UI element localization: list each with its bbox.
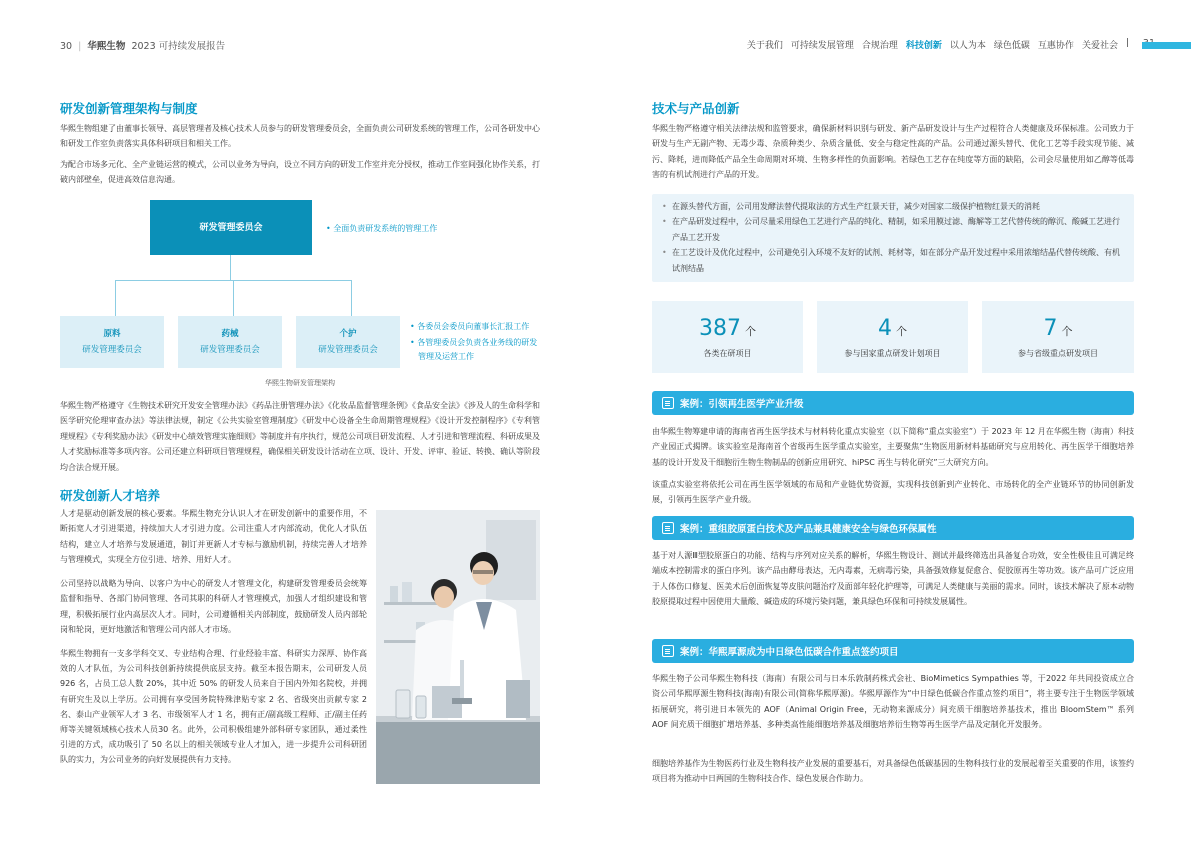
stat-national-projects: 4 个 参与国家重点研发计划项目 — [817, 301, 968, 373]
case-banner-china-japan: 案例：华熙厚源成为中日绿色低碳合作重点签约项目 — [652, 639, 1134, 663]
brand-name: 华熙生物 — [87, 41, 126, 52]
case-banner-collagen: 案例：重组胶原蛋白技术及产品兼具健康安全与绿色环保属性 — [652, 516, 1134, 540]
org-top-box — [150, 200, 312, 255]
nav-society[interactable]: 关爱社会 — [1081, 41, 1118, 51]
section-title-tech-product: 技术与产品创新 — [652, 101, 740, 116]
nav-compliance[interactable]: 合规治理 — [861, 41, 898, 51]
org-sub-note-2: • 各管理委员会负责各业务线的研发管理及运营工作 — [410, 338, 538, 361]
lab-researchers-photo — [376, 510, 540, 784]
green-practices-callout — [652, 194, 1134, 282]
green-practice-item: • 在源头替代方面，公司用发酵法替代提取法的方式生产红景天苷，减少对国家二级保护植物红景天的消耗 — [662, 199, 1120, 214]
org-top-note: • 全面负责研发系统的管理工作 — [326, 224, 438, 233]
nav-green[interactable]: 绿色低碳 — [993, 41, 1030, 51]
rd-regulations-paragraph: 华熙生物严格遵守《生物技术研究开发安全管理办法》《药品注册管理办法》《化妆品监督管理条例》《食品安全法》《涉及人的生命科学和医学研究伦理审查办法》等法律法规，制定《公共实验室管理制度》《研发中心设备全生命周期管理规程》《设计开发控制程序》《专利管理规程》《专利奖励办法》《研发中心绩效管理实施细则》等制度并有序执行，规范公司项目研发流程、人才引进和管理流程、科研成果及人才奖励标准等多项内容。公司还建立科研项目管理规程，确保相关研发设计活动在立项、设计、开发、评审、验证、转换、确认等阶段均合法合规开展。 — [60, 401, 540, 472]
page-tab-bar — [1142, 42, 1191, 49]
nav-innovation[interactable]: 科技创新 — [905, 41, 942, 51]
org-box-raw-materials: 原料 研发管理委员会 — [60, 316, 164, 368]
talent-paragraph-1: 人才是驱动创新发展的核心要素。华熙生物充分认识人才在研发创新中的重要作用，不断拓宽人才引进渠道，持续加大人才引进力度。公司注重人才内部流动，优化人才队伍结构，建立人才培养与发展通道，制订并更新人才专标与激励机制，持续完善人才培养与管理模式，实现全方位引进、培养、用好人才。 — [60, 509, 367, 565]
section-title-talent: 研发创新人才培养 — [60, 488, 161, 503]
case1-paragraph-2: 该重点实验室将依托公司在再生医学领域的布局和产业链优势资源，实现科技创新到产业转化、市场转化的全产业链环节的协同创新发展，引领再生医学产业升级。 — [652, 480, 1134, 505]
stat-label: 各类在研项目 — [703, 348, 752, 358]
talent-paragraph-3: 华熙生物拥有一支多学科交叉、专业结构合理、行业经验丰富、科研实力深厚、协作高效的人才队伍，为公司科技创新持续提供底层支持。截至本报告期末，公司研发人员 926 名，占员工总人数 20%，其中近 50% 的研发人员来自于国内外知名院校，并拥有研究生及以上学历。公司拥有享受国务院特殊津贴专家 2 名、省级突出贡献专家 2 名、泰山产业领军人才 3 名、市级领军人才 1 名，拥有正/副高级工程师、正/副主任药师等关键领域核心技术人员30 名。此外，公司积极组建外部科研专家团队，通过柔性引进的方式，成功吸引了 50 名以上的相关领域专业人才加入，进一步提升公司科研团队的实力，为公司业务的向好发展提供有力支持。 — [60, 649, 367, 765]
stat-value: 387 — [699, 315, 741, 341]
case1-paragraph-1: 由华熙生物筹建申请的海南省再生医学技术与材料转化重点实验室（以下简称“重点实验室”）于 2023 年 12 月在华熙生物（海南）科技产业园正式揭牌。该实验室是海南首个省级再生医学重点实验室，主要聚焦“生物医用新材料基础研究与应用转化、再生医学干细胞培养基的设计开发及干细胞衍生物生物制品的创新应用研究、hiPSC 再生与转化研究”三大研究方向。 — [652, 427, 1134, 467]
stat-ongoing-projects: 387 个 各类在研项目 — [652, 301, 803, 373]
document-icon — [662, 397, 674, 409]
org-chart — [60, 198, 540, 393]
section-title-rd-management: 研发创新管理架构与制度 — [60, 101, 198, 116]
nav-cooperation[interactable]: 互惠协作 — [1037, 41, 1074, 51]
case2-paragraph: 基于对人源Ⅲ型胶原蛋白的功能、结构与序列对应关系的解析，华熙生物设计、测试并最终筛选出具备复合功效，安全性极佳且可满足终端成本控制需求的蛋白序列。该产品由酵母表达，无内毒素，无病毒污染，具备强效修复促愈合、促胶原再生等功效。该产品可广泛应用于人体伤口修复、医美术后创面恢复等皮肤问题治疗及面部年轻化护理等，可满足人类健康与美丽的需求。同时，该技术解决了原本动物胶原提取过程中因使用大量酸、碱造成的环境污染问题，兼具绿色环保和可持续发展属性。 — [652, 551, 1134, 607]
stat-provincial-projects: 7 个 参与省级重点研发项目 — [982, 301, 1134, 373]
document-icon — [662, 522, 674, 534]
talent-paragraph-2: 公司坚持以战略为导向、以客户为中心的研发人才管理文化，构建研发管理委员会统筹监督和指导、各部门协同管理、各司其职的科研人才管理模式，加强人才组织建设和管理，积极拓展行业内高层次人才。同时，公司遵循相关内部制度，鼓励研发人员内部轮岗和轮岗，更好地激活和管理公司内部人才市场。 — [60, 579, 367, 635]
top-nav: 关于我们 可持续发展管理 合规治理 科技创新 以人为本 绿色低碳 互惠协作 关爱社会 | — [746, 38, 1129, 51]
nav-sustainability[interactable]: 可持续发展管理 — [790, 41, 854, 51]
org-chart-caption: 华熙生物研发管理架构 — [265, 379, 335, 387]
case3-paragraph-2: 细胞培养基作为生物医药行业及生物科技产业发展的重要基石，对具备绿色低碳基因的生物科技行业的发展起着至关重要的作用，该签约项目将为推动中日两国的生物科技合作、绿色发展合作助力。 — [652, 759, 1134, 784]
rd-management-paragraph-1: 华熙生物组建了由董事长领导、高层管理者及核心技术人员参与的研发管理委员会，全面负责公司研发系统的管理工作，公司各研发中心和研发工作室负责落实具体科研项目和相关工作。 — [60, 124, 540, 149]
document-icon — [662, 645, 674, 657]
rd-management-paragraph-2: 为配合市场多元化、全产业链运营的模式，公司以业务为导向，设立不同方向的研发工作室并充分授权，推动工作室间强化协作关系，打破内部壁垒，促进高效信息沟通。 — [60, 160, 540, 185]
case3-paragraph-1: 华熙生物子公司华熙生物科技（海南）有限公司与日本乐敦制药株式会社、BioMimetics Sympathies 等，于2022 年共同投资成立合资公司华熙厚源生物科技(海南)有限公司(简称华熙厚源)。华熙厚源作为“中日绿色低碳合作重点签约项目”，将主要专注于生物医学领域拓展研究，将引进日本领先的 AOF（Animal Origin Free，无动物来源成分）间充质干细胞培养基技术，推出 BloomStem™ 系列 AOF 间充质干细胞扩增培养基、多种类高性能细胞培养基及细胞培养衍生物等再生医学产品及定制化开发服务。 — [652, 674, 1134, 730]
left-header: 30 | 华熙生物 2023 可持续发展报告 — [60, 41, 226, 52]
stat-label: 参与国家重点研发计划项目 — [844, 348, 941, 358]
left-page-number: 30 — [60, 41, 73, 52]
org-top-label: 研发管理委员会 — [199, 222, 263, 233]
green-practice-item: • 在产品研发过程中，公司尽量采用绿色工艺进行产品的纯化、精制，如采用膜过滤、酶解等工艺代替传统的醇沉、酸碱工艺进行产品工艺开发 — [662, 214, 1120, 245]
tech-product-paragraph: 华熙生物严格遵守相关法律法规和监管要求，确保新材料识别与研发、新产品研发设计与生产过程符合人类健康及环保标准。公司致力于研发与生产无副产物、无毒少毒、杂质种类少、杂质含量低、安全与稳定性高的产品。公司通过源头替代、优化工艺等手段实现节能、减污、降耗，进而降低产品全生命周期对环境、生物多样性的负面影响。若绿色工艺存在纯度等方面的缺陷，公司会尽量使用如乙醇等低毒害的有机试剂进行产品的开发。 — [652, 124, 1134, 180]
green-practice-item: • 在工艺设计及优化过程中，公司避免引入环境不友好的试剂、耗材等，如在部分产品开发过程中采用浓缩结晶代替传统酸、有机试剂结晶 — [662, 245, 1120, 276]
stat-value: 7 — [1043, 315, 1058, 341]
stat-label: 参与省级重点研发项目 — [1018, 348, 1098, 358]
nav-people[interactable]: 以人为本 — [949, 41, 986, 51]
report-title: 2023 可持续发展报告 — [131, 41, 226, 52]
case-banner-regenerative: 案例：引领再生医学产业升级 — [652, 391, 1134, 415]
org-box-pharma-devices: 药械 研发管理委员会 — [178, 316, 282, 368]
nav-about[interactable]: 关于我们 — [746, 41, 783, 51]
org-box-personal-care: 个护 研发管理委员会 — [296, 316, 400, 368]
org-sub-note-1: • 各委员会委员向董事长汇报工作 — [410, 322, 530, 331]
lab-scene-illustration — [376, 510, 540, 784]
stat-value: 4 — [878, 315, 892, 341]
